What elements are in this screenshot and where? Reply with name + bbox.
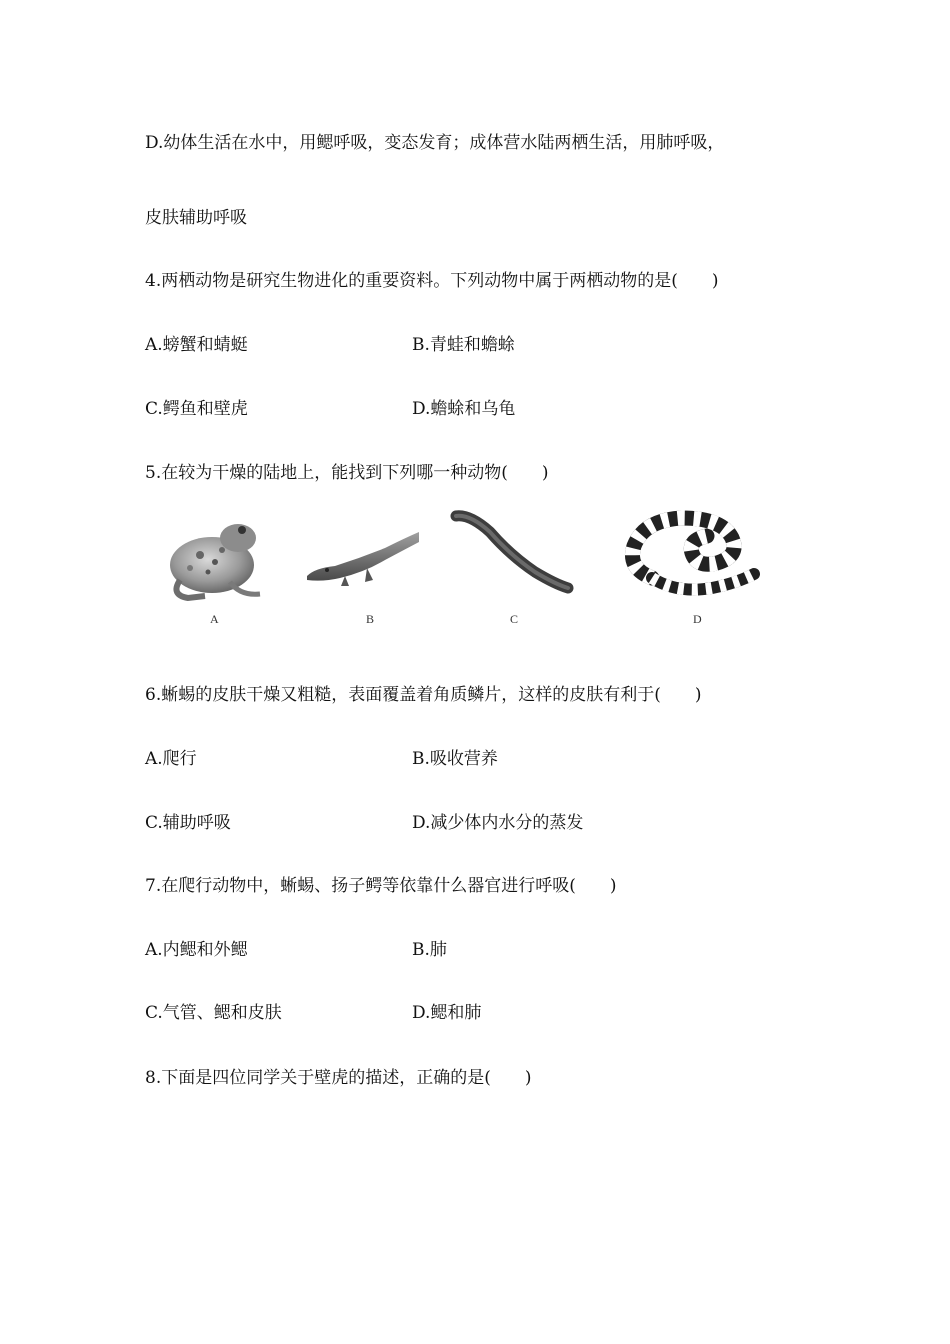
q3-option-d-line1: D.幼体生活在水中，用鳃呼吸，变态发育；成体营水陆两栖生活，用肺呼吸， [145, 133, 725, 153]
q7-option-c: C.气管、鳃和皮肤 [145, 1003, 282, 1023]
snake-icon [622, 508, 762, 600]
figure-label-c: C [510, 612, 519, 626]
q7-option-b: B.肺 [412, 940, 447, 960]
q4-option-b: B.青蛙和蟾蜍 [412, 335, 515, 355]
q6-option-a: A.爬行 [145, 749, 197, 769]
crocodile-icon [305, 528, 420, 588]
q3-option-d-line2: 皮肤辅助呼吸 [145, 208, 247, 228]
q6-option-b: B.吸收营养 [412, 749, 498, 769]
q4-option-a: A.螃蟹和蜻蜓 [145, 335, 248, 355]
q6-option-d: D.减少体内水分的蒸发 [412, 813, 584, 833]
q7-option-d: D.鳃和肺 [412, 1003, 482, 1023]
q8-stem: 8.下面是四位同学关于壁虎的描述，正确的是( ) [145, 1068, 532, 1088]
q7-stem: 7.在爬行动物中，蜥蜴、扬子鳄等依靠什么器官进行呼吸( ) [145, 876, 617, 896]
figure-label-a: A [210, 612, 219, 626]
toad-icon [160, 510, 270, 605]
figure-label-d: D [693, 612, 702, 626]
q5-stem: 5.在较为干燥的陆地上，能找到下列哪一种动物( ) [145, 463, 549, 483]
q6-stem: 6.蜥蜴的皮肤干燥又粗糙，表面覆盖着角质鳞片，这样的皮肤有利于( ) [145, 685, 702, 705]
q7-option-a: A.内鳃和外鳃 [145, 940, 248, 960]
figure-label-b: B [366, 612, 375, 626]
q4-stem: 4.两栖动物是研究生物进化的重要资料。下列动物中属于两栖动物的是( ) [145, 271, 719, 291]
earthworm-icon [450, 510, 575, 595]
q4-option-c: C.鳄鱼和壁虎 [145, 399, 248, 419]
q6-option-c: C.辅助呼吸 [145, 813, 231, 833]
q4-option-d: D.蟾蜍和乌龟 [412, 399, 516, 419]
